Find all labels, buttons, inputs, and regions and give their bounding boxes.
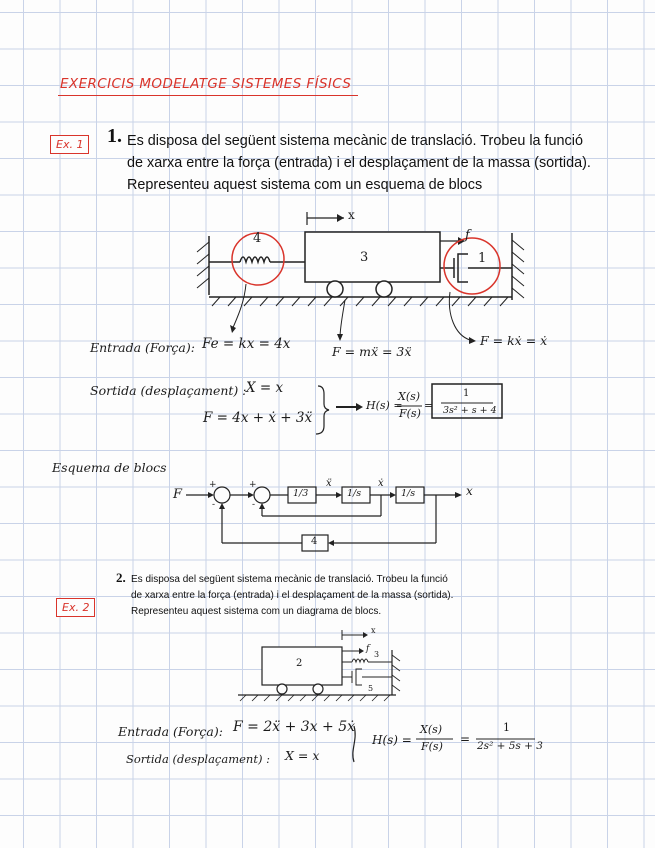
ex1-result-den: 3s² + s + 4: [443, 405, 497, 416]
ex1-transfer-den: F(s): [399, 407, 421, 420]
ex2-damper-label: 5: [368, 684, 374, 693]
bd-sign-minus1: -: [212, 500, 216, 510]
ex2-output-label: Sortida (desplaçament) :: [126, 752, 270, 766]
ex2-tag: Ex. 2: [56, 598, 95, 617]
bd-output: x: [466, 484, 473, 498]
ex1-statement-line: de xarxa entre la força (entrada) i el desplaçament de la massa (sortida).: [127, 155, 591, 171]
ex1-block-heading: Esquema de blocs: [52, 460, 167, 475]
bd-signal-xdd: ẍ: [326, 478, 332, 489]
ex2-statement-line: Es disposa del següent sistema mecànic de translació. Trobeu la funció: [131, 574, 448, 585]
ex2-statement-line: de xarxa entre la força (entrada) i el desplaçament de la massa (sortida).: [131, 590, 454, 601]
ex1-mass-label: 3: [360, 250, 369, 265]
page-title: EXERCICIS MODELATGE SISTEMES FÍSICS: [60, 76, 352, 92]
ex2-input-label: Entrada (Força):: [118, 724, 223, 739]
ex2-transfer-den: F(s): [421, 740, 443, 753]
ex2-result-den: 2s² + 5s + 3: [477, 740, 543, 752]
bd-sign-plus1: +: [209, 480, 217, 490]
ex2-equals: =: [460, 732, 471, 746]
ex1-damper-label: 1: [478, 251, 487, 266]
ex1-equals: =: [424, 399, 434, 412]
ex2-f-label: f: [366, 644, 370, 654]
ex2-transfer-lhs: H(s) =: [372, 733, 412, 747]
ex1-output-eq: X = x: [246, 380, 284, 396]
bd-block2: 1/s: [347, 488, 362, 499]
bd-input: F: [173, 487, 183, 502]
ex2-spring-label: 3: [374, 650, 380, 659]
ex2-result-num: 1: [503, 721, 510, 734]
ex2-number: 2.: [116, 570, 126, 585]
ex1-x-label: x: [348, 208, 355, 222]
ex1-transfer-num: X(s): [398, 390, 421, 403]
ex1-input-eq: Fe = kx = 4x: [202, 336, 291, 352]
bd-signal-xd: ẋ: [378, 478, 384, 489]
ex1-force-eq: F = 4x + ẋ + 3ẍ: [203, 410, 313, 426]
ex2-statement-line: Representeu aquest sistema com un diagrama de blocs.: [131, 606, 382, 617]
bd-block3: 1/s: [401, 488, 416, 499]
ex2-transfer-num: X(s): [420, 723, 443, 736]
ex1-number: 1.: [107, 125, 122, 147]
ex2-mass-label: 2: [296, 658, 303, 669]
ex2-output-eq: X = x: [285, 748, 320, 763]
ex1-statement-line: Representeu aquest sistema com un esquema de blocs: [127, 177, 483, 193]
ex1-result-num: 1: [463, 388, 470, 399]
ex1-input-label: Entrada (Força):: [90, 340, 195, 355]
bd-sign-plus2: +: [249, 480, 257, 490]
ex1-transfer-lhs: H(s) =: [366, 399, 403, 412]
ex1-f-label: f: [465, 228, 470, 243]
ex1-tag: Ex. 1: [50, 135, 89, 154]
ex1-spring-label: 4: [253, 231, 262, 246]
ex1-mass-eq: F = mẍ = 3ẍ: [332, 344, 412, 359]
ex1-damper-eq: F = kẋ = ẋ: [480, 333, 548, 348]
ex2-x-label: x: [371, 626, 376, 635]
ex1-output-label: Sortida (desplaçament) :: [90, 383, 247, 398]
ex1-statement-line: Es disposa del següent sistema mecànic de translació. Trobeu la funció: [127, 133, 583, 149]
bd-block1: 1/3: [293, 488, 309, 499]
bd-sign-minus2: -: [252, 500, 256, 510]
ex2-input-eq: F = 2ẍ + 3x + 5ẋ: [233, 719, 356, 735]
bd-feedback-block: 4: [311, 536, 318, 547]
